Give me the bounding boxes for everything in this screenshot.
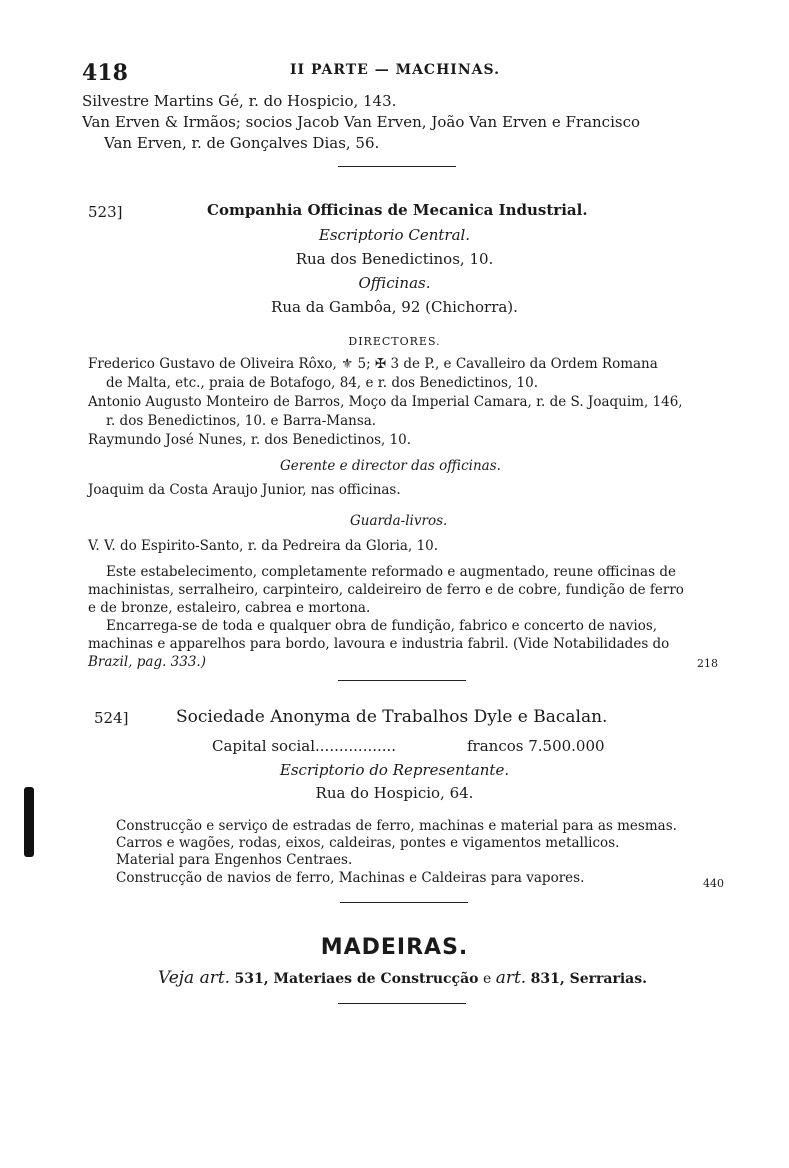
divider — [338, 166, 456, 167]
description-line: e de bronze, estaleiro, cabrea e mortona. — [88, 600, 371, 616]
office-address: Rua do Hospicio, 64. — [315, 784, 474, 802]
page-number: 418 — [82, 60, 128, 86]
activity-line: Carros e wagões, rodas, eixos, caldeiras, pontes e vigamentos metallicos. — [116, 835, 620, 851]
intro-line: Silvestre Martins Gé, r. do Hospicio, 143. — [82, 92, 397, 110]
activity-line: Construcção de navios de ferro, Machinas e Caldeiras para vapores. — [116, 870, 585, 886]
director-line: de Malta, etc., praia de Botafogo, 84, e r. dos Benedictinos, 10. — [106, 375, 538, 391]
divider — [338, 680, 466, 681]
see-reference: 831, Serrarias. — [530, 971, 647, 987]
bookkeeper-heading: Guarda-livros. — [350, 513, 448, 529]
description-line: Encarrega-se de toda e qualquer obra de fundição, fabrico e concerto de navios, — [106, 618, 658, 634]
see-joiner: e — [482, 971, 492, 987]
see-reference: 531, Materiaes de Construcção — [234, 971, 479, 987]
company-title: Companhia Officinas de Mecanica Industrial. — [207, 201, 588, 219]
directors-heading: DIRECTORES. — [348, 335, 441, 348]
divider — [340, 902, 468, 903]
director-line: Antonio Augusto Monteiro de Barros, Moço da Imperial Camara, r. de S. Joaquim, 146, — [88, 394, 683, 410]
intro-line: Van Erven, r. de Gonçalves Dias, 56. — [104, 134, 380, 152]
activity-line: Material para Engenhos Centraes. — [116, 852, 353, 868]
description-line: machinistas, serralheiro, carpinteiro, caldeireiro de ferro e de cobre, fundição de ferro — [88, 582, 684, 598]
running-title: II PARTE — MACHINAS. — [290, 62, 500, 78]
office-address: Rua dos Benedictinos, 10. — [295, 250, 494, 268]
reference-number: 218 — [697, 657, 718, 670]
description-line: Brazil, pag. 333.) — [88, 654, 206, 670]
office-heading: Escriptorio do Representante. — [279, 761, 510, 779]
capital-value: francos 7.500.000 — [467, 737, 605, 755]
see-label: Veja art. — [158, 968, 231, 988]
description-line: Este estabelecimento, completamente reformado e augmentado, reune officinas de — [106, 564, 676, 580]
director-line: Raymundo José Nunes, r. dos Benedictinos, 10. — [88, 432, 412, 448]
description-line: machinas e apparelhos para bordo, lavoura e industria fabril. (Vide Notabilidades do — [88, 636, 670, 652]
see-label: art. — [495, 968, 527, 988]
company-title: Sociedade Anonyma de Trabalhos Dyle e Bacalan. — [176, 707, 608, 727]
workshops-heading: Officinas. — [358, 274, 431, 292]
entry-number: 524] — [94, 709, 129, 727]
intro-line: Van Erven & Irmãos; socios Jacob Van Erven, João Van Erven e Francisco — [82, 113, 641, 131]
manager-name: Joaquim da Costa Araujo Junior, nas officinas. — [88, 482, 401, 498]
director-line: Frederico Gustavo de Oliveira Rôxo, ⚜ 5; ✠ 3 de P., e Cavalleiro da Ordem Romana — [88, 356, 658, 372]
binding-mark — [24, 787, 34, 857]
manager-heading: Gerente e director das officinas. — [280, 458, 501, 474]
see-also-line — [158, 968, 647, 988]
section-title: MADEIRAS. — [320, 935, 469, 960]
reference-number: 440 — [703, 877, 724, 890]
entry-number: 523] — [88, 203, 123, 221]
divider — [338, 1003, 466, 1004]
workshops-address: Rua da Gambôa, 92 (Chichorra). — [271, 298, 518, 316]
bookkeeper-name: V. V. do Espirito-Santo, r. da Pedreira da Gloria, 10. — [88, 538, 439, 554]
activity-line: Construcção e serviço de estradas de ferro, machinas e material para as mesmas. — [116, 818, 677, 834]
director-line: r. dos Benedictinos, 10. e Barra-Mansa. — [106, 413, 377, 429]
office-heading: Escriptorio Central. — [318, 226, 471, 244]
capital-label: Capital social................. — [212, 737, 397, 755]
